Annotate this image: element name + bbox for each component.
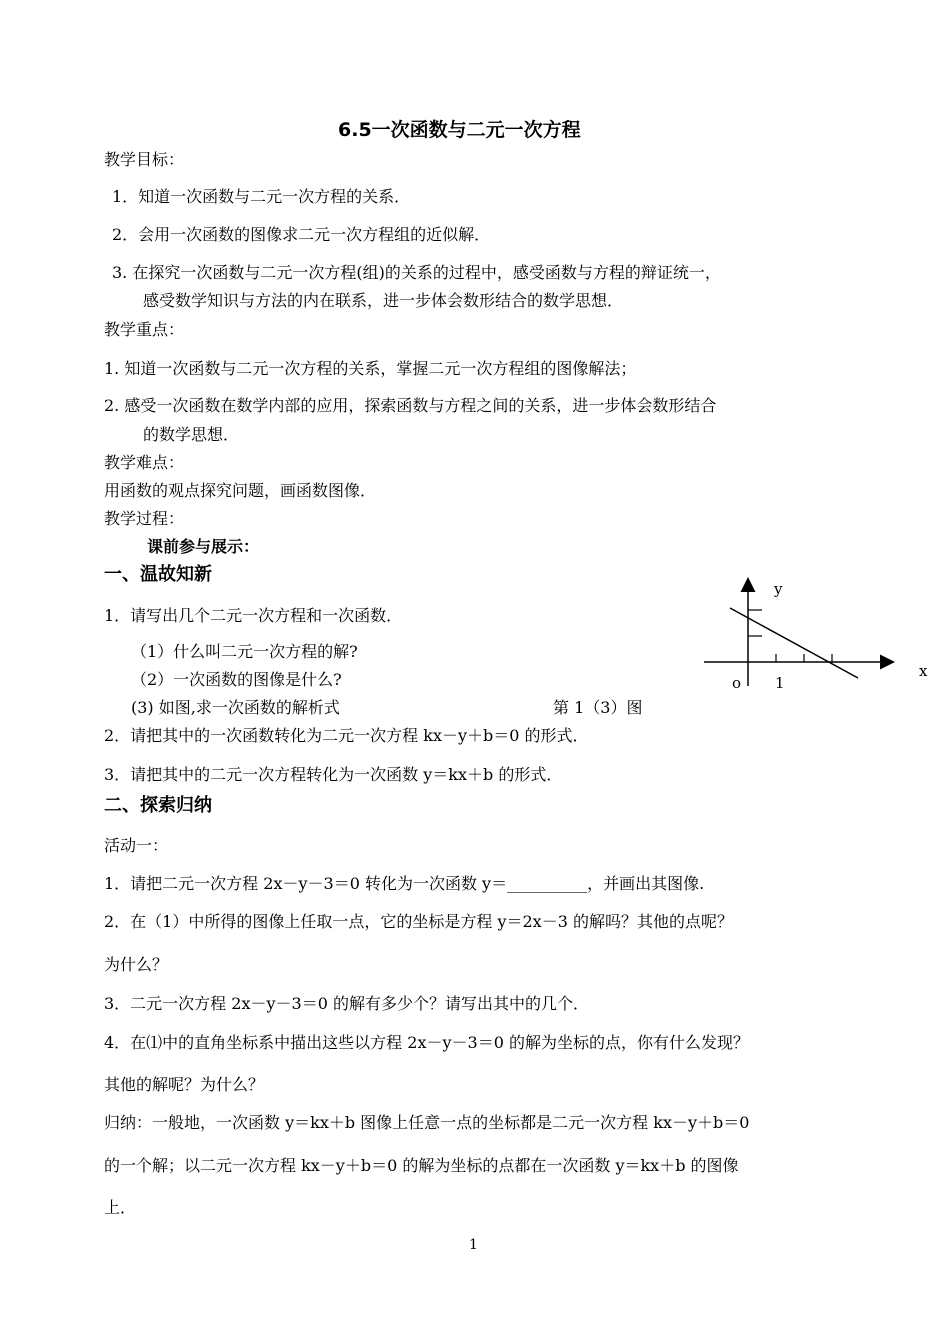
objective-3-cont: 感受数学知识与方法的内在联系，进一步体会数形结合的数学思想．: [143, 291, 624, 310]
section-1-q1: 1．请写出几个二元一次方程和一次函数．: [104, 606, 403, 625]
y-axis-label: y: [774, 580, 783, 598]
activity-q4-cont: 其他的解呢？为什么？: [104, 1075, 265, 1094]
objective-1: 1．知道一次函数与二元一次方程的关系．: [112, 187, 411, 206]
activity-q3: 3．二元一次方程 2x－y－3＝0 的解有多少个？请写出其中的几个．: [104, 994, 589, 1013]
summary-line-3: 上．: [104, 1198, 137, 1217]
section-1-q1-sub3: (3) 如图,求一次函数的解析式: [131, 698, 340, 717]
tick-label: 1: [775, 674, 785, 692]
page-title: 6.5一次函数与二元一次方程: [338, 119, 581, 141]
figure-caption: 第 1（3）图: [553, 698, 643, 717]
section-2-heading: 二、探索归纳: [104, 795, 212, 816]
objectives-heading: 教学目标：: [104, 150, 185, 169]
key-point-1: 1. 知道一次函数与二元一次方程的关系，掌握二元一次方程组的图像解法；: [104, 359, 637, 378]
section-1-q2: 2．请把其中的一次函数转化为二元一次方程 kx－y＋b＝0 的形式．: [104, 726, 589, 745]
activity-q2: 2．在（1）中所得的图像上任取一点，它的坐标是方程 y＝2x－3 的解吗？其他的点呢？: [104, 912, 733, 931]
difficulties-text: 用函数的观点探究问题，画函数图像．: [104, 481, 377, 500]
x-axis-label: x: [919, 662, 928, 680]
activity-q2-cont: 为什么？: [104, 955, 169, 974]
section-1-q1-sub2: （2）一次函数的图像是什么?: [131, 670, 342, 689]
page-number: 1: [469, 1237, 478, 1253]
key-points-heading: 教学重点：: [104, 320, 185, 339]
origin-label: o: [732, 674, 742, 692]
activity-q1: 1．请把二元一次方程 2x－y－3＝0 转化为一次函数 y＝__________，并画出其图像.: [104, 874, 705, 893]
activity-q4: 4．在⑴中的直角坐标系中描出这些以方程 2x－y－3＝0 的解为坐标的点，你有什么发现？: [104, 1033, 749, 1052]
objective-2: 2．会用一次函数的图像求二元一次方程组的近似解．: [112, 225, 491, 244]
preclass-heading: 课前参与展示：: [147, 537, 260, 556]
key-point-2-cont: 的数学思想．: [143, 425, 240, 444]
summary-line-2: 的一个解；以二元一次方程 kx－y＋b＝0 的解为坐标的点都在一次函数 y＝kx＋b 的图像: [104, 1156, 739, 1175]
function-line: [730, 608, 858, 678]
section-1-q3: 3．请把其中的二元一次方程转化为一次函数 y＝kx＋b 的形式．: [104, 765, 563, 784]
process-heading: 教学过程：: [104, 509, 185, 528]
section-1-heading: 一、温故知新: [104, 564, 212, 585]
key-point-2: 2. 感受一次函数在数学内部的应用，探索函数与方程之间的关系，进一步体会数形结合: [104, 396, 717, 415]
objective-3: 3. 在探究一次函数与二元一次方程(组)的关系的过程中，感受函数与方程的辩证统一，: [112, 263, 721, 282]
difficulties-heading: 教学难点：: [104, 453, 185, 472]
coordinate-figure: [700, 574, 940, 694]
section-1-q1-sub1: （1）什么叫二元一次方程的解?: [131, 642, 358, 661]
activity-heading: 活动一：: [104, 836, 169, 855]
summary-line-1: 归纳：一般地，一次函数 y＝kx＋b 图像上任意一点的坐标都是二元一次方程 kx－y＋b＝0: [104, 1113, 750, 1132]
